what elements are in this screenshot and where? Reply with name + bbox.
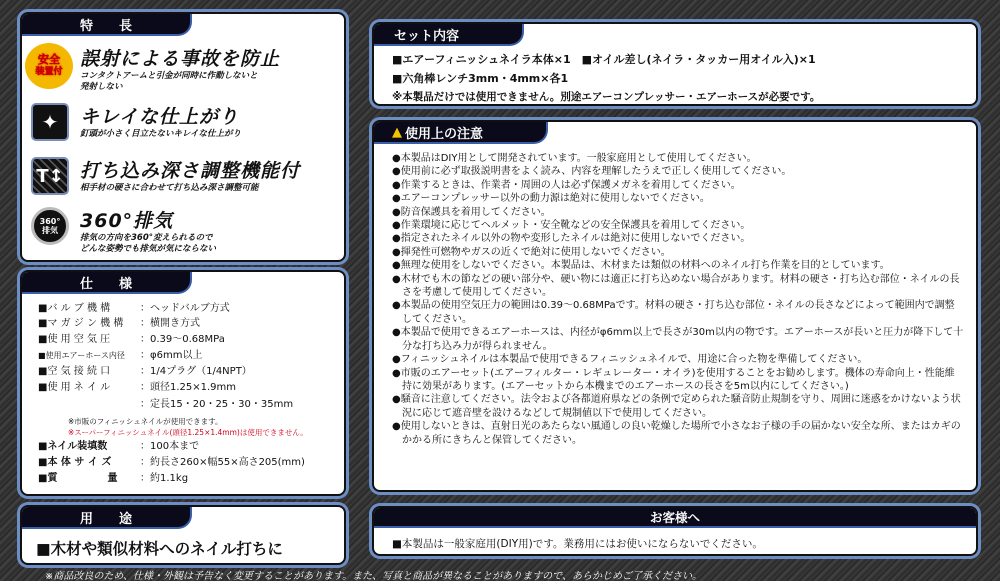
usage-header: 用 途	[22, 507, 192, 529]
feature-title: 打ち込み深さ調整機能付	[80, 160, 301, 182]
spec-row: ■空 気 接 続 口 ：1/4プラグ（1/4NPT）	[38, 366, 252, 377]
spec-panel	[20, 270, 346, 496]
list-item: ●指定されたネイル以外の物や変形したネイルは絶対に使用しないでください。	[392, 233, 751, 245]
feature-title: 誤射による事故を防止	[80, 48, 281, 70]
feature-item-safety	[28, 44, 338, 96]
list-item: ●騒音に注意してください。法令および各都道府県などの条例で定められた騒音防止規制を守り、周囲に迷惑をかけないよう状況に応じて遮音壁を設けるなどして規制値以下で使用してください。	[392, 394, 961, 419]
exhaust-360-icon: 360° 排気	[28, 206, 72, 246]
spec-row: ■マ ガ ジ ン 機 構 ：横開き方式	[38, 318, 200, 329]
usage-text: ■木材や類似材料へのネイル打ちに	[36, 540, 283, 558]
customer-text: ■本製品は一般家庭用(DIY用)です。業務用にはお使いにならないでください。	[392, 538, 763, 550]
list-item: ●作業するときは、作業者・周囲の人は必ず保護メガネを着用してください。	[392, 179, 741, 191]
spec-warning-note: ※スーパーフィニッシュネイル(頭径1.25×1.4mm)は使用できません。	[68, 428, 308, 437]
list-item: ●木材でも木の節などの硬い部分や、硬い物には適正に打ち込めない場合があります。材料の硬さ・打ち込む部位・ネイルの長さを考慮して使用してください。	[392, 273, 960, 299]
feature-desc: 相手材の硬さに合わせて打ち込み深さ調整可能	[80, 183, 259, 193]
feature-desc: コンタクトアームと引金が同時に作動しないと 発射しない	[80, 71, 258, 92]
set-contents-panel	[372, 22, 978, 106]
feature-title: 360°排気	[80, 210, 174, 232]
sparkle-icon: ✦	[28, 102, 72, 142]
feature-item-exhaust	[28, 206, 338, 258]
list-item: ●本製品で使用できるエアーホースは、内径がφ6mm以上で長さが30m以内の物です。エアーホースが長いと圧力が降下して十分な打ち込み力が得られません。	[392, 327, 964, 352]
list-item: ●エアーコンプレッサー以外の動力源は絶対に使用しないでください。	[392, 193, 710, 205]
feature-desc: 釘頭が小さく目立たないキレイな仕上がり	[80, 129, 241, 139]
spec-row: ■本 体 サ イ ズ ：約長さ260×幅55×高さ205(mm)	[38, 457, 305, 468]
spec-note: ※市販のフィニッシュネイルが使用できます。	[68, 417, 223, 426]
warning-triangle-icon: ▲	[392, 124, 402, 140]
depth-adjust-icon: T↕	[28, 156, 72, 196]
features-header: 特 長	[22, 14, 192, 36]
spec-header: 仕 様	[22, 272, 192, 294]
list-item: ●無理な使用をしないでください。本製品は、木材または類似の材料へのネイル打ち作業を目的としています。	[392, 260, 890, 272]
spec-row: ：定長15・20・25・30・35mm	[140, 399, 294, 410]
list-item: ●市販のエアーセット(エアーフィルター・レギュレーター・オイラ)を使用することをお勧めします。機体の寿命向上・性能維持に効果があります。(エアーセットから本機までのエアーホースの長さを5m以内にしてください。)	[392, 367, 955, 392]
caution-header: ▲ 使用上の注意	[374, 122, 548, 144]
set-contents-warning: ※本製品だけでは使用できません。別途エアーコンプレッサー・エアーホースが必要です。	[392, 91, 821, 103]
footer-note: ※商品改良のため、仕様・外観は予告なく変更することがあります。また、写真と商品が異なることがありますので、あらかじめご了承ください。	[45, 571, 702, 581]
customer-panel	[372, 506, 978, 556]
feature-title: キレイな仕上がり	[80, 106, 239, 128]
spec-row: ■使用エアーホース内径 ：φ6mm以上	[38, 350, 203, 361]
feature-desc: 排気の方向を360°変えられるので どんな姿勢でも排気が気にならない	[80, 233, 217, 254]
spec-row: ■使 用 空 気 圧 ：0.39～0.68MPa	[38, 334, 225, 345]
usage-panel	[20, 505, 346, 565]
list-item: ●使用前に必ず取扱説明書をよく読み、内容を理解したうえで正しく使用してください。	[392, 166, 792, 178]
spec-row: ■バ ル ブ 機 構 ：ヘッドバルブ方式	[38, 303, 230, 314]
set-contents-line: ■六角棒レンチ3mm・4mm×各1	[392, 72, 569, 85]
list-item: ●防音保護具を着用してください。	[392, 206, 551, 218]
list-item: ●本製品の使用空気圧力の範囲は0.39～0.68MPaです。材料の硬さ・打ち込む部位・ネイルの長さなどによって範囲内で調整してください。	[392, 300, 955, 325]
customer-header: お客様へ	[374, 508, 976, 528]
list-item: ●フィニッシュネイルは本製品で使用できるフィニッシュネイルで、用途に合った物を準備してください。	[392, 354, 868, 366]
list-item: ●使用しないときは、直射日光のあたらない風通しの良い乾燥した場所で小さなお子様の手の届かない安全な所、またはカギのかかる所にきちんと保管してください。	[392, 421, 961, 446]
spec-row: ■質 量 ：約1.1kg	[38, 473, 189, 484]
features-panel	[20, 12, 346, 262]
caution-list	[392, 152, 964, 447]
spec-row: ■ネイル装填数 ：100本まで	[38, 441, 200, 452]
safety-badge-icon: 安全 装置付	[24, 42, 74, 90]
feature-item-finish	[28, 102, 338, 152]
set-contents-header: セット内容	[374, 24, 524, 46]
set-contents-line: ■エアーフィニッシュネイラ本体×1 ■オイル差し(ネイラ・タッカー用オイル入)×1	[392, 53, 816, 66]
spec-row: ■使 用 ネ イ ル ：頭径1.25×1.9mm	[38, 382, 237, 393]
list-item: ●揮発性可燃物やガスの近くで絶対に使用しないでください。	[392, 246, 671, 258]
list-item: ●作業環境に応じてヘルメット・安全靴などの安全保護具を着用してください。	[392, 220, 751, 232]
feature-item-depth	[28, 156, 338, 204]
caution-panel	[372, 120, 978, 492]
list-item: ●本製品はDIY用として開発されています。一般家庭用として使用してください。	[392, 153, 757, 164]
